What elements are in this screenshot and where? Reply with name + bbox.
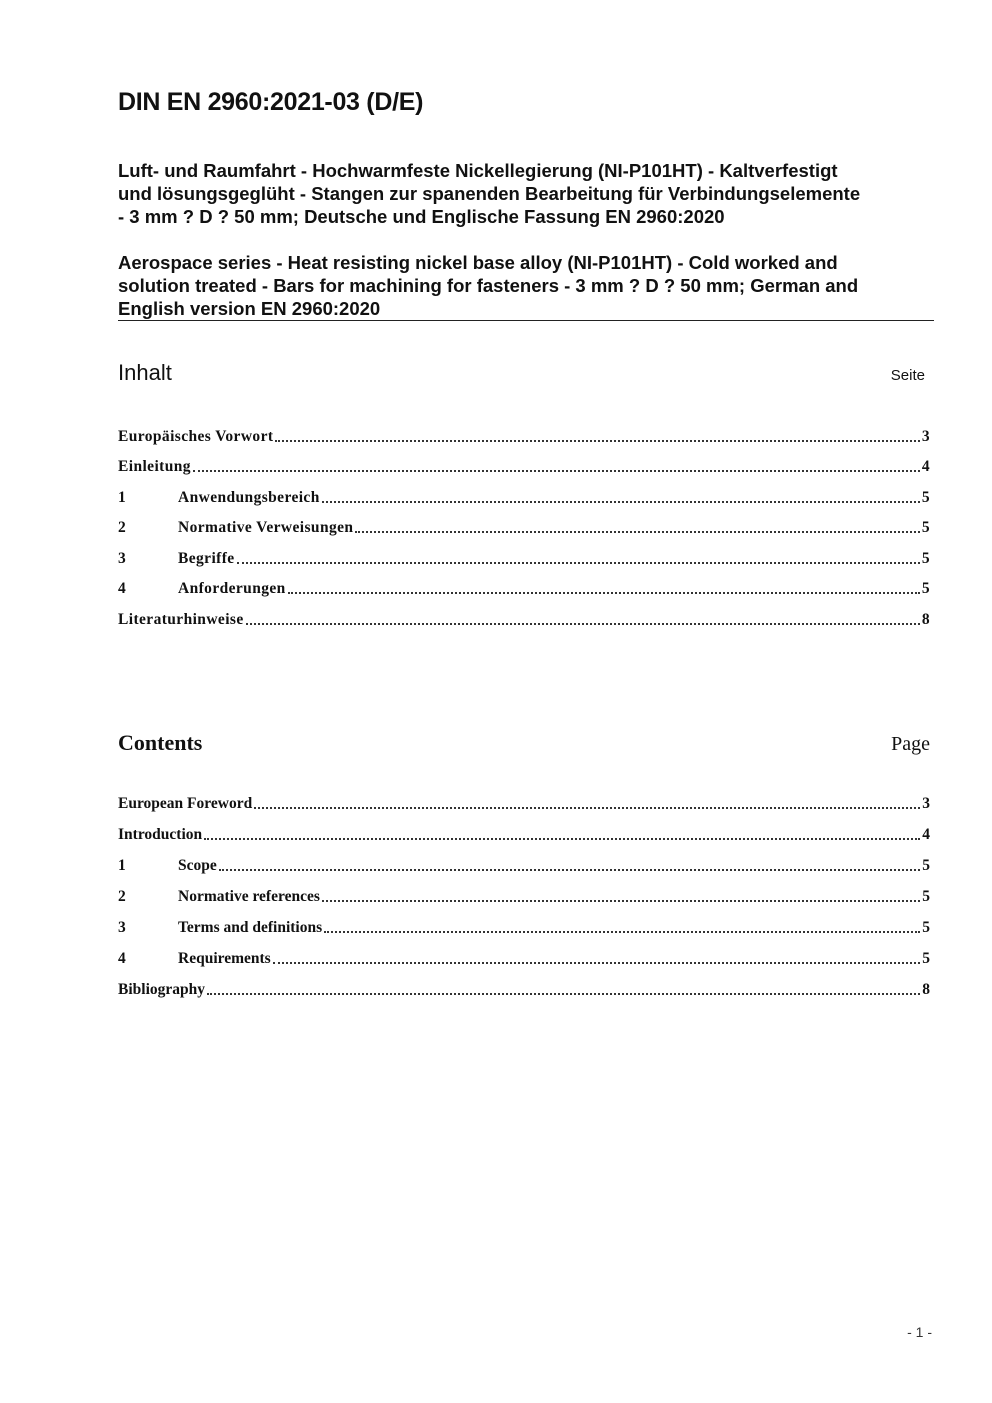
- toc-entry[interactable]: [118, 476, 930, 507]
- toc-dot-leader: [275, 440, 919, 442]
- toc-dot-leader: [273, 962, 921, 964]
- toc-entry-page: 4: [921, 458, 930, 475]
- toc-entry-page: 3: [921, 427, 930, 445]
- toc-entry[interactable]: [118, 937, 930, 968]
- toc-entry-label: Requirements: [178, 950, 271, 967]
- toc-dot-leader: [324, 931, 920, 933]
- toc-entry-page: 5: [922, 857, 930, 874]
- toc-entry-page: 4: [922, 826, 930, 843]
- toc-entry-number: 3: [118, 549, 127, 567]
- title-german: [118, 159, 934, 228]
- toc-entry-number: 1: [118, 857, 126, 874]
- toc-dot-leader: [207, 993, 920, 995]
- title-german-line: Luft- und Raumfahrt - Hochwarmfeste Nickellegierung (NI-P101HT) - Kaltverfestigt: [118, 160, 838, 181]
- toc-entry[interactable]: [118, 415, 930, 446]
- toc-entry-page: 3: [922, 795, 930, 812]
- toc-entry-label: European Foreword: [118, 795, 253, 812]
- title-english: [118, 251, 934, 320]
- toc-entry[interactable]: [118, 507, 930, 538]
- document-title: DIN EN 2960:2021-03 (D/E): [118, 88, 424, 116]
- toc-entry-number: 4: [118, 950, 126, 967]
- toc-entry-number: 3: [118, 919, 126, 936]
- toc-dot-leader: [237, 562, 920, 564]
- toc-entry[interactable]: [118, 568, 930, 599]
- toc-entry-page: 5: [921, 519, 930, 536]
- toc-entry[interactable]: [118, 782, 930, 813]
- toc-entry-number: 1: [118, 488, 127, 506]
- toc-entry-number: 4: [118, 580, 127, 597]
- toc-page-label-english: Page: [891, 733, 930, 755]
- toc-list-german: [118, 415, 930, 629]
- toc-list-english: [118, 782, 930, 999]
- toc-entry[interactable]: [118, 446, 930, 477]
- toc-entry[interactable]: [118, 537, 930, 568]
- toc-dot-leader: [204, 838, 920, 840]
- toc-dot-leader: [355, 531, 919, 533]
- toc-dot-leader: [246, 623, 920, 625]
- toc-entry-label: Einleitung: [118, 458, 191, 475]
- toc-entry[interactable]: [118, 875, 930, 906]
- toc-dot-leader: [219, 869, 921, 871]
- toc-entry-label: Anforderungen: [178, 580, 286, 597]
- toc-entry[interactable]: [118, 968, 930, 999]
- toc-entry-page: 8: [921, 610, 930, 628]
- title-german-line: und lösungsgeglüht - Stangen zur spanenden Bearbeitung für Verbindungselemente: [118, 183, 861, 204]
- toc-entry-label: Europäisches Vorwort: [118, 427, 274, 445]
- title-english-line: solution treated - Bars for machining for fasteners - 3 mm ? D ? 50 mm; German and: [118, 275, 859, 296]
- toc-entry-page: 5: [922, 888, 930, 905]
- title-german-line: - 3 mm ? D ? 50 mm; Deutsche und Englische Fassung EN 2960:2020: [118, 206, 725, 227]
- toc-entry[interactable]: [118, 844, 930, 875]
- toc-entry[interactable]: [118, 813, 930, 844]
- toc-entry[interactable]: [118, 906, 930, 937]
- toc-entry-label: Anwendungsbereich: [178, 488, 320, 506]
- title-english-line: English version EN 2960:2020: [118, 298, 381, 319]
- toc-entry-page: 5: [921, 488, 930, 506]
- toc-dot-leader: [254, 807, 920, 809]
- toc-entry-label: Introduction: [118, 826, 203, 843]
- toc-entry-label: Normative references: [178, 888, 320, 905]
- toc-entry-number: 2: [118, 888, 126, 905]
- toc-entry-page: 8: [922, 981, 930, 998]
- toc-dot-leader: [322, 501, 920, 503]
- toc-heading-german: Inhalt: [118, 360, 172, 385]
- toc-entry-label: Bibliography: [118, 981, 205, 998]
- page-number: - 1 -: [907, 1324, 932, 1340]
- toc-entry-label: Terms and definitions: [178, 919, 323, 936]
- toc-dot-leader: [288, 592, 920, 594]
- toc-dot-leader: [322, 900, 920, 902]
- toc-heading-english: Contents: [118, 730, 203, 755]
- toc-entry-label: Normative Verweisungen: [178, 519, 354, 536]
- toc-entry-page: 5: [922, 919, 930, 936]
- toc-page-label-german: Seite: [890, 367, 925, 384]
- toc-entry-page: 5: [922, 950, 930, 967]
- title-divider: [118, 320, 934, 321]
- toc-entry[interactable]: [118, 598, 930, 629]
- toc-entry-page: 5: [921, 549, 930, 567]
- toc-entry-label: Begriffe: [178, 549, 235, 567]
- toc-entry-page: 5: [921, 580, 930, 597]
- toc-entry-number: 2: [118, 519, 127, 536]
- title-english-line: Aerospace series - Heat resisting nickel base alloy (NI-P101HT) - Cold worked and: [118, 252, 838, 273]
- toc-dot-leader: [193, 470, 920, 472]
- toc-entry-label: Scope: [178, 857, 217, 874]
- toc-entry-label: Literaturhinweise: [118, 610, 244, 628]
